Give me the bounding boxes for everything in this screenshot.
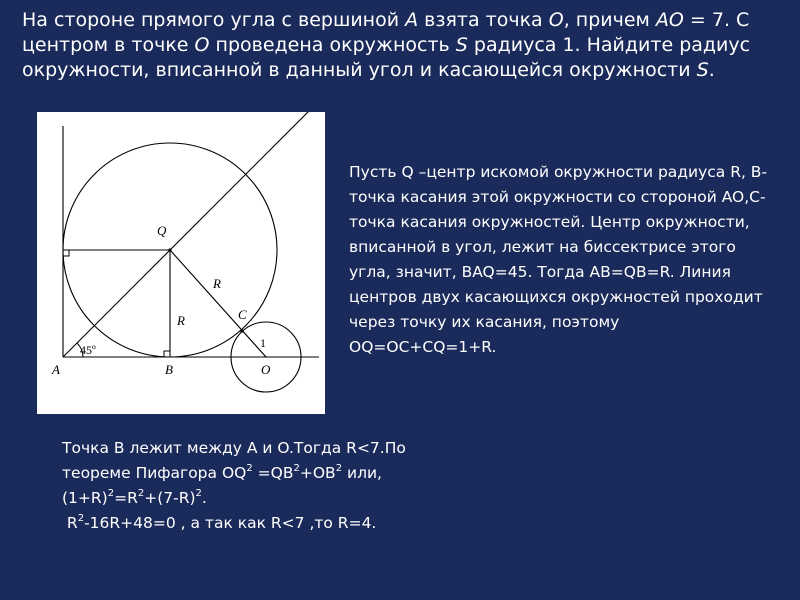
- label-r-radius: R: [213, 276, 221, 291]
- superscript-2: 2: [293, 462, 300, 474]
- label-a: A: [52, 362, 60, 377]
- label-angle: 45º: [80, 343, 96, 357]
- vertex-a-var: A: [405, 9, 419, 31]
- text-segment: =QB: [252, 464, 294, 482]
- superscript-2: 2: [335, 462, 343, 474]
- superscript-2: 2: [246, 462, 253, 474]
- problem-text: , причем: [563, 9, 656, 31]
- solution-text: Пусть Q –центр искомой окружности радиуса R, B-точка касания этой окружности со стороной AO,C- точка касания окружностей. Центр окружности, вписанной в угол, лежит на биссектрисе этого угла, значит, BAQ=45. Тогда AB=QB=R. Линия центров двух касающихся окружностей проходит через точку их касания, поэтому OQ=OC+CQ=1+R.: [349, 163, 768, 356]
- text-segment: +(7-R): [144, 489, 196, 507]
- label-one: 1: [260, 336, 266, 350]
- text-segment: -16R+48=0 , а так как R<7 ,то R=4.: [84, 514, 377, 532]
- geometry-diagram: [37, 112, 325, 414]
- text-segment: (1+R): [62, 489, 108, 507]
- text-segment: теореме Пифагора OQ: [62, 464, 247, 482]
- label-c: C: [238, 307, 247, 322]
- line-of-centers-qo: [170, 250, 266, 357]
- point-o-var: O: [194, 34, 210, 56]
- text-segment: =R: [114, 489, 138, 507]
- text-segment: .: [201, 489, 207, 507]
- right-angle-mark-side: [63, 250, 69, 256]
- conclusion-line-1-text: Точка B лежит между A и O.Тогда R<7.По: [62, 439, 406, 457]
- problem-text: проведена окружность: [209, 34, 456, 56]
- conclusion-line-3: [62, 486, 482, 511]
- circle-s-var: S: [696, 59, 709, 81]
- problem-text: .: [708, 59, 715, 81]
- superscript-2: 2: [137, 487, 145, 499]
- conclusion-line-4: [62, 511, 482, 536]
- problem-statement: [22, 8, 782, 83]
- conclusion-line-1: [62, 436, 482, 461]
- problem-text: радиуса 1. Найдите радиус окружности, вписанной в данный угол и касающейся окружности: [22, 34, 751, 81]
- circle-s-var: S: [455, 34, 468, 56]
- conclusion-text: [62, 436, 482, 536]
- point-c: [240, 329, 243, 332]
- label-q: Q: [157, 223, 167, 238]
- point-q: [168, 248, 171, 251]
- problem-text: взята точка: [418, 9, 549, 31]
- text-segment: или,: [342, 464, 382, 482]
- geometry-figure: [37, 112, 325, 414]
- superscript-2: 2: [195, 487, 202, 499]
- text-segment: R: [62, 514, 78, 532]
- bisector-line: [63, 112, 319, 357]
- conclusion-line-2: [62, 461, 482, 486]
- superscript-2: 2: [107, 487, 115, 499]
- right-angle-mark-b: [164, 351, 170, 357]
- text-segment: +OB: [299, 464, 336, 482]
- label-b: B: [165, 362, 173, 377]
- label-r-vertical: R: [177, 313, 185, 328]
- point-o-var: O: [548, 9, 564, 31]
- problem-text: = 7. С центром в точке: [22, 9, 750, 56]
- problem-text: На стороне прямого угла с вершиной: [22, 9, 406, 31]
- segment-ao-var: AO: [655, 9, 684, 31]
- label-o: O: [261, 362, 271, 377]
- superscript-2: 2: [77, 512, 85, 524]
